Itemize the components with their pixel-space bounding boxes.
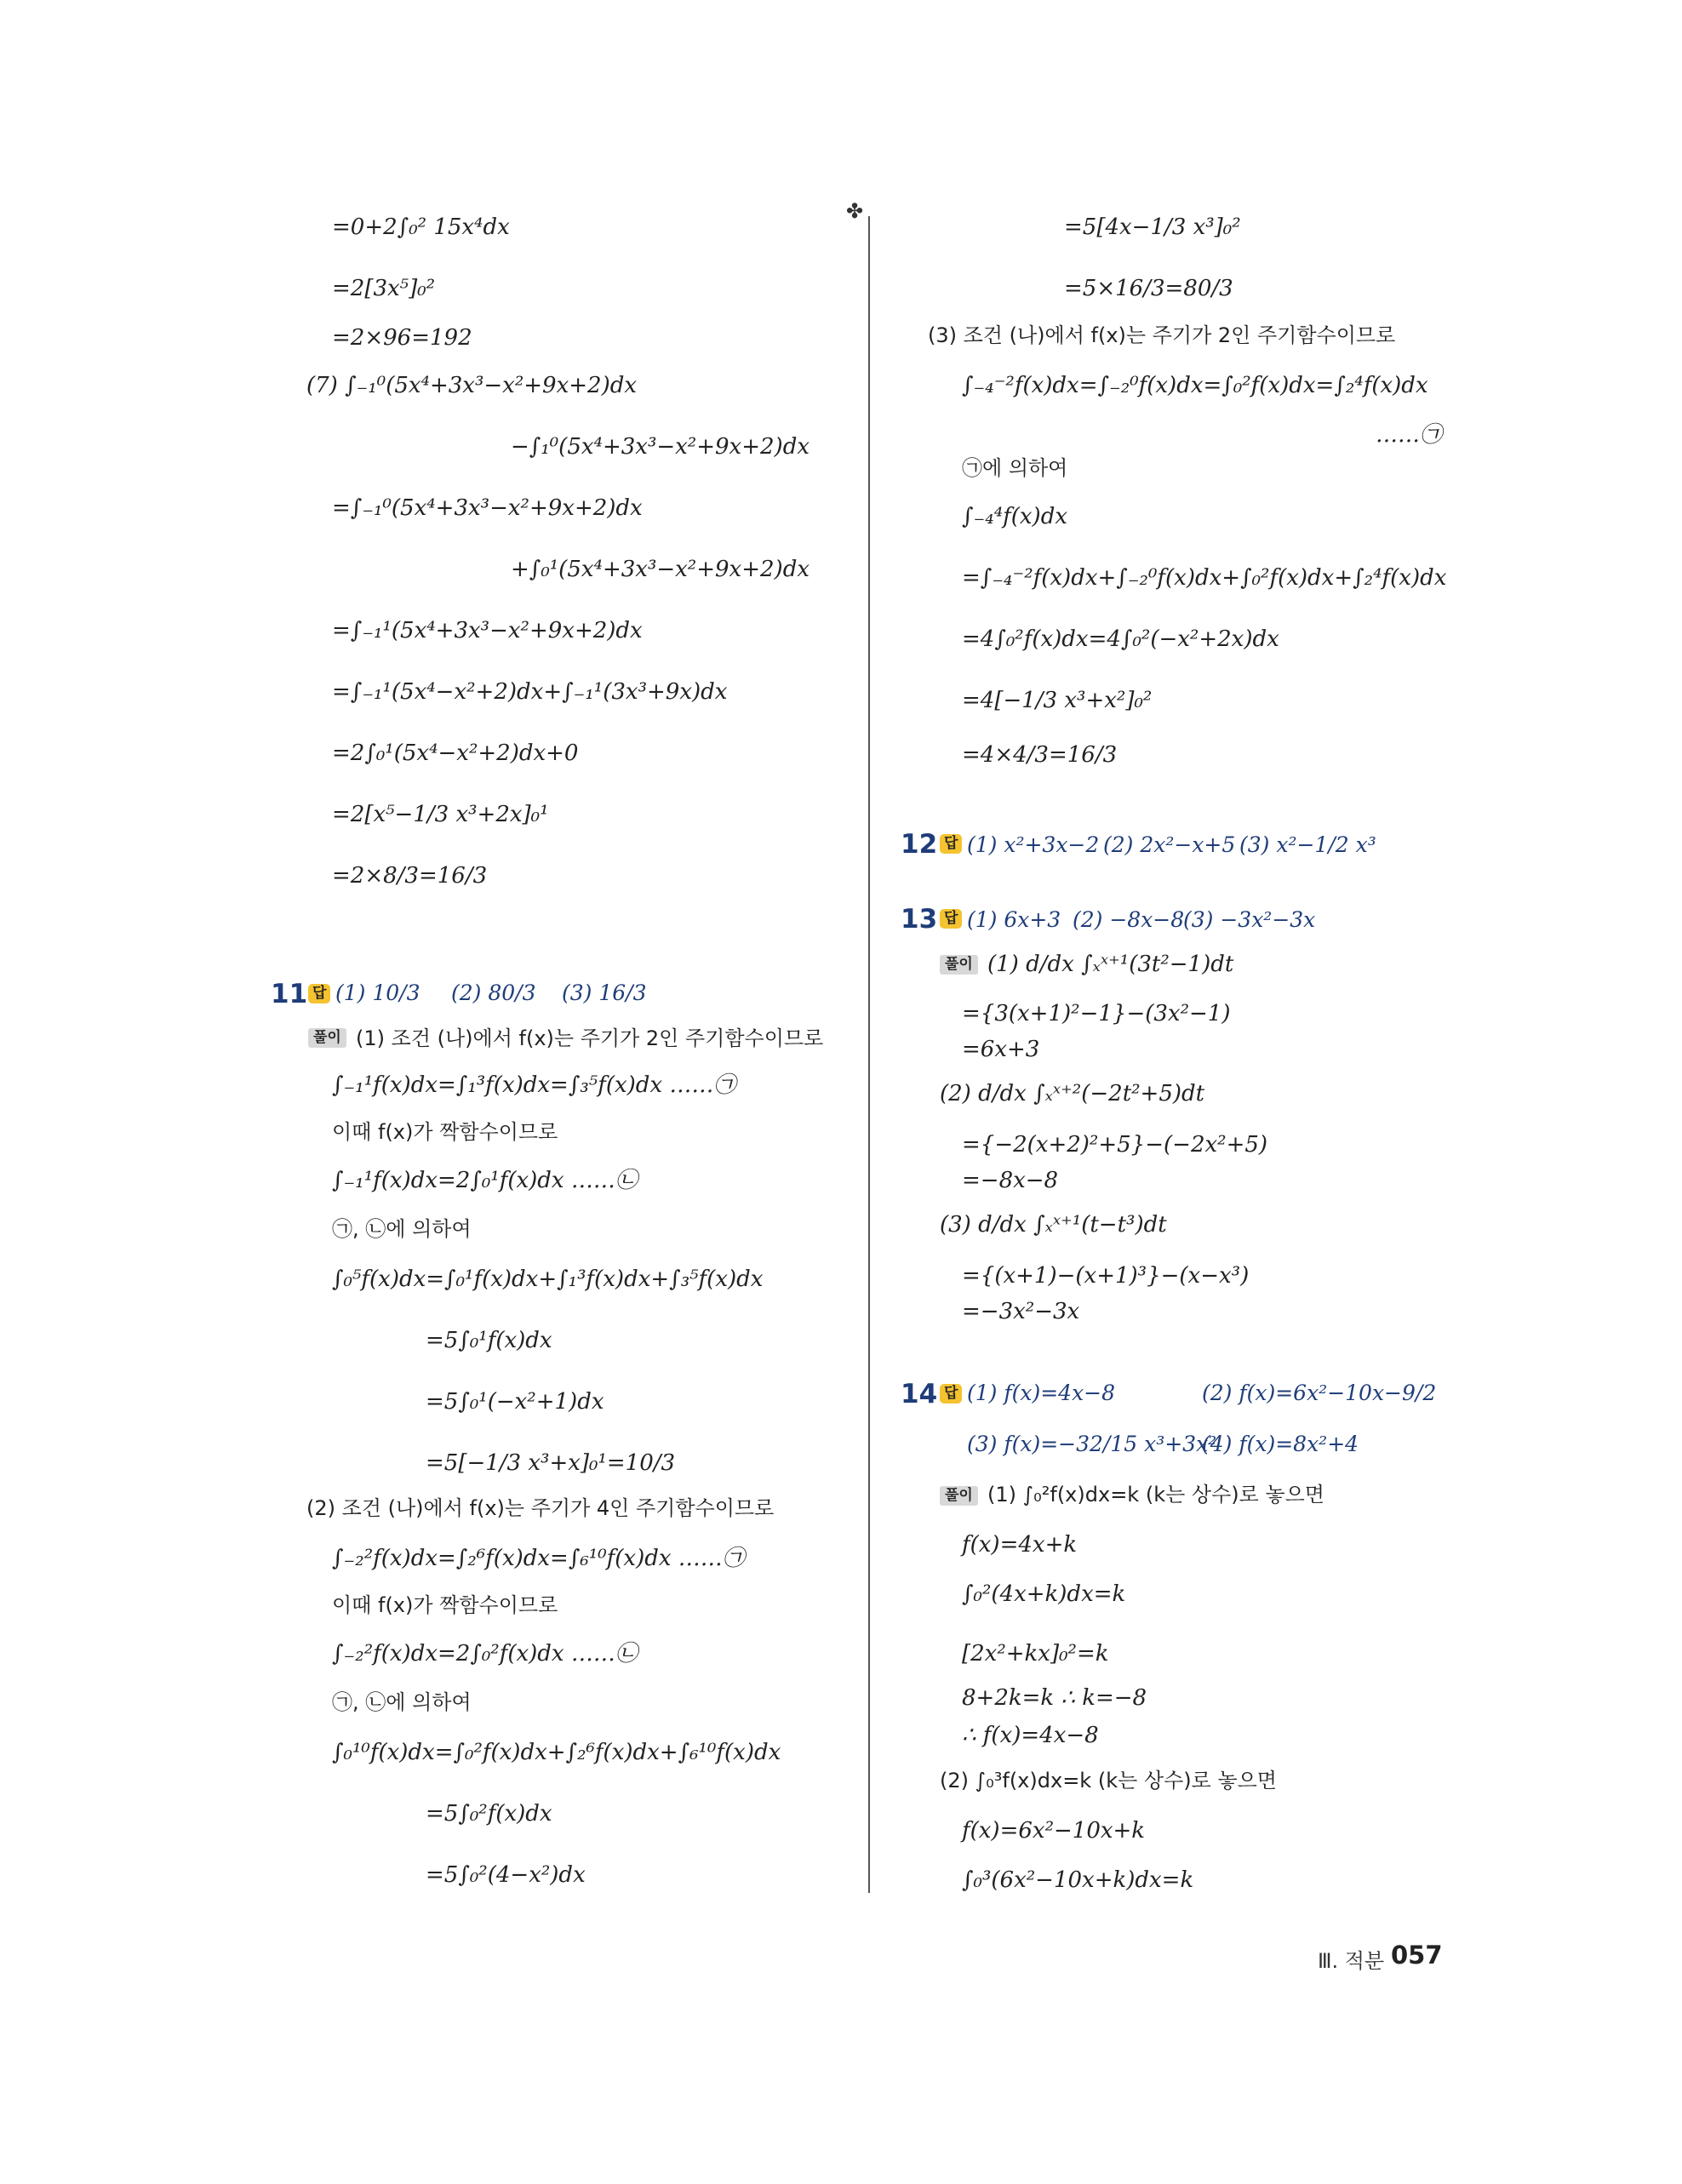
- math-line: =∫₋₁¹(5x⁴−x²+2)dx+∫₋₁¹(3x³+9x)dx: [332, 679, 728, 705]
- math-line: ∫₋₄⁴f(x)dx: [962, 504, 1067, 529]
- math-line: ={(x+1)−(x+1)³}−(x−x³): [962, 1263, 1250, 1289]
- column-divider: [868, 216, 870, 1893]
- math-line: =5∫₀²f(x)dx: [426, 1801, 552, 1827]
- math-line: =0+2∫₀² 15x⁴dx: [332, 214, 510, 240]
- footer-section-title: Ⅲ. 적분: [1318, 1949, 1385, 1973]
- answer-item: (3) −3x²−3x: [1183, 907, 1316, 932]
- solution-line: (1) ∫₀²f(x)dx=k (k는 상수)로 놓으면: [987, 1483, 1324, 1507]
- math-line: ……㉠: [1376, 422, 1443, 448]
- answer-item: (1) x²+3x−2: [967, 832, 1100, 857]
- math-line: ∫₋₂²f(x)dx=∫₂⁶f(x)dx=∫₆¹⁰f(x)dx ……㉠: [332, 1546, 745, 1571]
- solution-tag: 풀이: [308, 1028, 346, 1048]
- answer-item: (2) 80/3: [451, 981, 536, 1005]
- math-line: =4[−1/3 x³+x²]₀²: [962, 688, 1153, 713]
- math-line: (7) ∫₋₁⁰(5x⁴+3x³−x²+9x+2)dx: [306, 373, 638, 398]
- math-line: =5×16/3=80/3: [1064, 276, 1233, 301]
- solution-tag: 풀이: [940, 1486, 978, 1506]
- answer-item: (1) f(x)=4x−8: [967, 1381, 1116, 1405]
- math-line: =4×4/3=16/3: [962, 742, 1118, 768]
- solution-line: ㉠에 의하여: [962, 456, 1068, 480]
- math-line: =5∫₀²(4−x²)dx: [426, 1862, 586, 1888]
- answer-item: (1) 6x+3: [967, 907, 1061, 932]
- math-line: 8+2k=k ∴ k=−8: [962, 1685, 1147, 1711]
- solution-line: (2) 조건 (나)에서 f(x)는 주기가 4인 주기함수이므로: [306, 1496, 775, 1520]
- solution-line: (1) 조건 (나)에서 f(x)는 주기가 2인 주기함수이므로: [356, 1026, 824, 1050]
- math-line: =5[−1/3 x³+x]₀¹=10/3: [426, 1450, 676, 1476]
- math-line: =2×96=192: [332, 325, 472, 351]
- solution-line: ㉠, ㉡에 의하여: [332, 1690, 472, 1714]
- page-number: 057: [1391, 1941, 1443, 1970]
- math-line: (3) d/dx ∫ₓˣ⁺¹(t−t³)dt: [940, 1212, 1167, 1238]
- math-line: ∫₋₁¹f(x)dx=∫₁³f(x)dx=∫₃⁵f(x)dx ……㉠: [332, 1072, 736, 1098]
- answer-item: (3) x²−1/2 x³: [1239, 832, 1376, 857]
- math-line: ∫₀¹⁰f(x)dx=∫₀²f(x)dx+∫₂⁶f(x)dx+∫₆¹⁰f(x)dx: [332, 1740, 781, 1765]
- math-line: =∫₋₄⁻²f(x)dx+∫₋₂⁰f(x)dx+∫₀²f(x)dx+∫₂⁴f(x)dx: [962, 565, 1447, 591]
- answer-item: (3) 16/3: [562, 981, 647, 1005]
- math-line: =5∫₀¹(−x²+1)dx: [426, 1389, 604, 1415]
- math-line: =6x+3: [962, 1037, 1040, 1062]
- math-line: =∫₋₁¹(5x⁴+3x³−x²+9x+2)dx: [332, 618, 643, 643]
- answer-badge: 답: [940, 834, 962, 854]
- math-line: (1) d/dx ∫ₓˣ⁺¹(3t²−1)dt: [987, 952, 1234, 977]
- math-line: ∫₀²(4x+k)dx=k: [962, 1581, 1126, 1607]
- math-line: ∫₋₂²f(x)dx=2∫₀²f(x)dx ……㉡: [332, 1641, 638, 1667]
- answer-item: (2) −8x−8: [1073, 907, 1185, 932]
- solution-tag: 풀이: [940, 955, 978, 975]
- math-line: =2[x⁵−1/3 x³+2x]₀¹: [332, 802, 549, 827]
- math-line: =−8x−8: [962, 1168, 1059, 1193]
- answer-badge: 답: [940, 1384, 962, 1404]
- answer-item: (1) 10/3: [335, 981, 420, 1005]
- math-line: ∫₀³(6x²−10x+k)dx=k: [962, 1867, 1194, 1893]
- solution-line: 이때 f(x)가 짝함수이므로: [332, 1120, 558, 1144]
- question-number: 12: [901, 829, 938, 860]
- question-number: 14: [901, 1379, 938, 1409]
- answer-item: (2) f(x)=6x²−10x−9/2: [1202, 1381, 1437, 1405]
- math-line: (2) d/dx ∫ₓˣ⁺²(−2t²+5)dt: [940, 1081, 1205, 1106]
- divider-ornament-icon: ✤: [846, 199, 864, 223]
- math-line: =5[4x−1/3 x³]₀²: [1064, 214, 1241, 240]
- math-line: [2x²+kx]₀²=k: [962, 1641, 1109, 1667]
- solution-line: 이때 f(x)가 짝함수이므로: [332, 1593, 558, 1617]
- math-line: ∴ f(x)=4x−8: [962, 1723, 1099, 1748]
- math-line: =2∫₀¹(5x⁴−x²+2)dx+0: [332, 740, 579, 766]
- solution-line: (3) 조건 (나)에서 f(x)는 주기가 2인 주기함수이므로: [928, 323, 1396, 347]
- math-line: ∫₀⁵f(x)dx=∫₀¹f(x)dx+∫₁³f(x)dx+∫₃⁵f(x)dx: [332, 1266, 764, 1292]
- math-line: =4∫₀²f(x)dx=4∫₀²(−x²+2x)dx: [962, 626, 1279, 652]
- math-line: −∫₁⁰(5x⁴+3x³−x²+9x+2)dx: [511, 434, 810, 460]
- math-line: =5∫₀¹f(x)dx: [426, 1328, 552, 1353]
- answer-badge: 답: [940, 909, 962, 929]
- question-number: 11: [271, 979, 308, 1009]
- answer-item: (2) 2x²−x+5: [1103, 832, 1236, 857]
- math-line: =2×8/3=16/3: [332, 863, 488, 889]
- math-line: =2[3x⁵]₀²: [332, 276, 436, 301]
- math-line: =∫₋₁⁰(5x⁴+3x³−x²+9x+2)dx: [332, 495, 643, 521]
- math-line: f(x)=4x+k: [962, 1532, 1078, 1558]
- answer-badge: 답: [308, 984, 330, 1003]
- solution-line: (2) ∫₀³f(x)dx=k (k는 상수)로 놓으면: [940, 1769, 1277, 1792]
- answer-item: (4) f(x)=8x²+4: [1202, 1432, 1359, 1456]
- math-line: =−3x²−3x: [962, 1299, 1080, 1324]
- math-line: ∫₋₁¹f(x)dx=2∫₀¹f(x)dx ……㉡: [332, 1168, 638, 1193]
- math-line: ={3(x+1)²−1}−(3x²−1): [962, 1001, 1231, 1026]
- math-line: ={−2(x+2)²+5}−(−2x²+5): [962, 1132, 1268, 1158]
- math-line: +∫₀¹(5x⁴+3x³−x²+9x+2)dx: [511, 557, 810, 582]
- math-line: ∫₋₄⁻²f(x)dx=∫₋₂⁰f(x)dx=∫₀²f(x)dx=∫₂⁴f(x)dx: [962, 373, 1428, 398]
- question-number: 13: [901, 904, 938, 935]
- answer-item: (3) f(x)=−32/15 x³+3x²: [967, 1432, 1217, 1456]
- math-line: f(x)=6x²−10x+k: [962, 1818, 1146, 1844]
- solution-line: ㉠, ㉡에 의하여: [332, 1217, 472, 1241]
